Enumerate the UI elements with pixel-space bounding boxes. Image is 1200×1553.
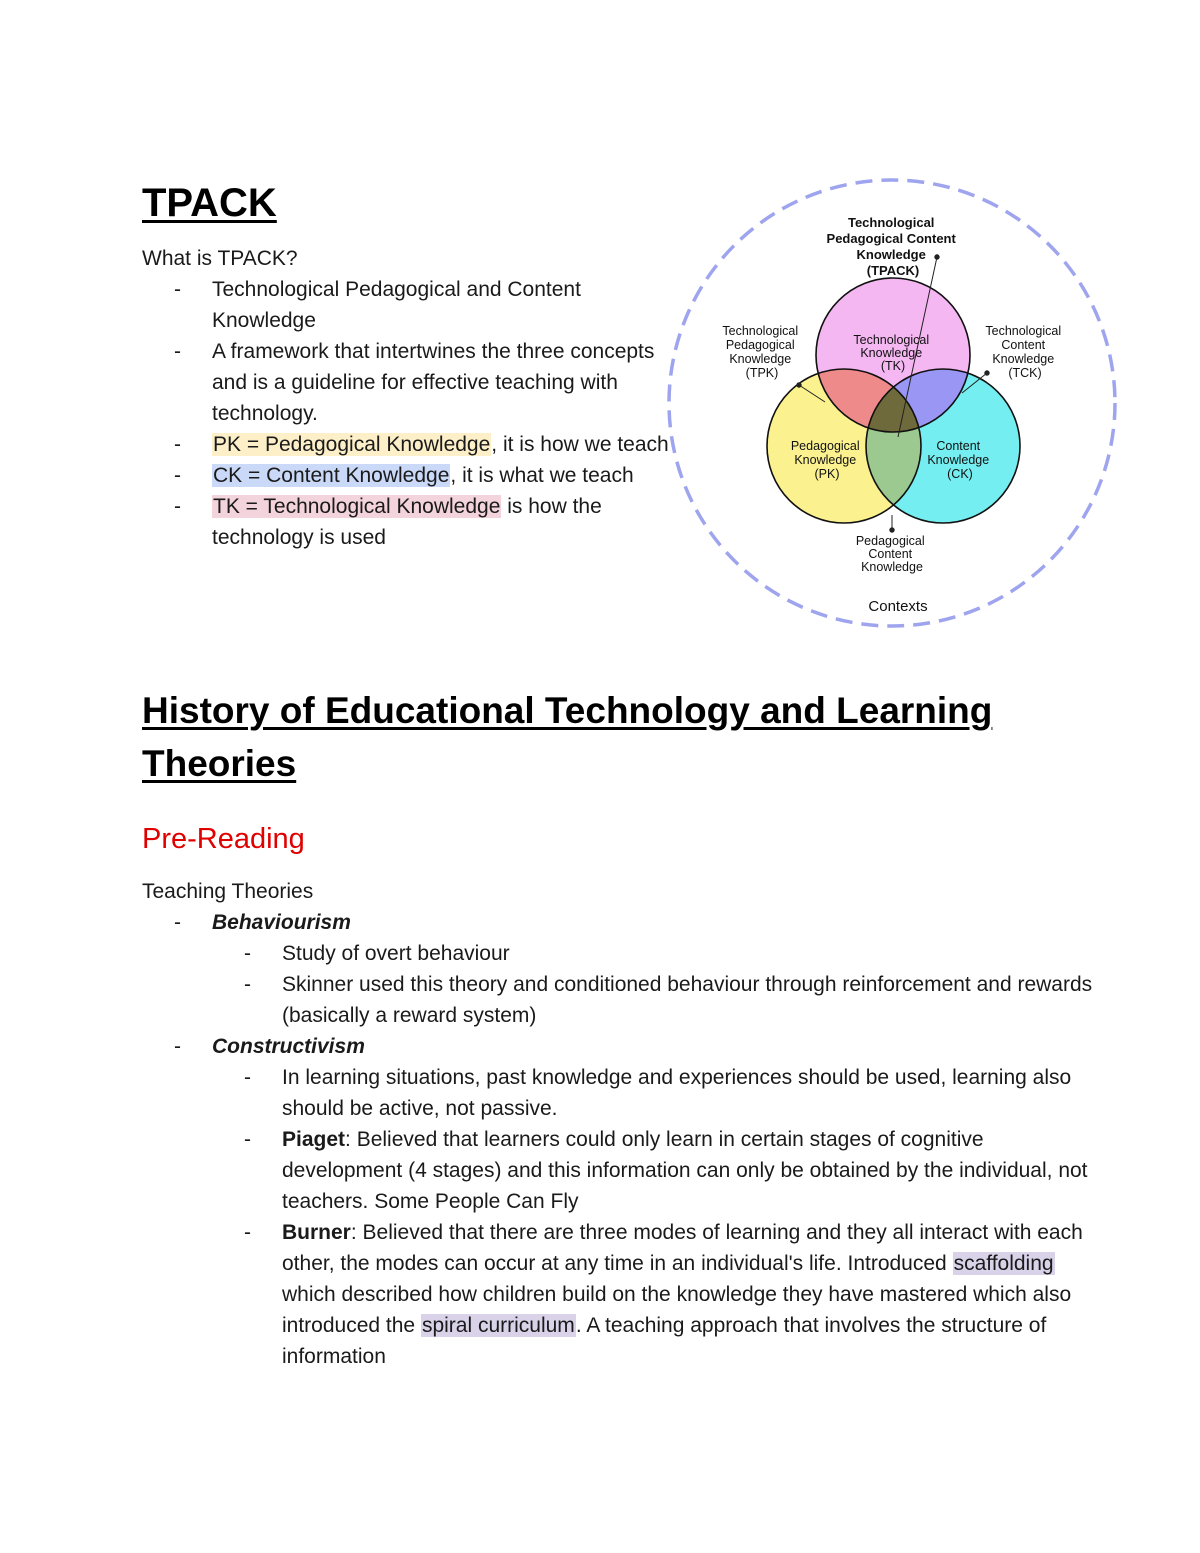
ck-label: Content Knowledge (CK) [927, 439, 990, 481]
sub-item-text: Study of overt behaviour [282, 942, 510, 965]
sub-item-text: Skinner used this theory and conditioned behaviour through reinforcement and rewards (basically a reward system) [282, 973, 1093, 1027]
tpack-definition-list [142, 274, 672, 553]
tk-highlight: TK = Technological Knowledge [213, 495, 501, 518]
tpack-heading: TPACK [142, 181, 277, 225]
behaviourism-sublist [212, 938, 1102, 1031]
pk-rest: , it is how we teach [491, 433, 669, 456]
list-item: - CK = Content Knowledge, it is what we teach [174, 464, 634, 487]
list-item: - Study of overt behaviour [244, 942, 510, 965]
constructivism-label: Constructivism [212, 1035, 365, 1058]
piaget-text: : Believed that learners could only learn in certain stages of cognitive development (4 stages) and this information can only be obtained by the individual, not teachers. Some People Can Fly [282, 1128, 1088, 1213]
tck-label: Technological Content Knowledge (TCK) [985, 324, 1062, 380]
constructivism-sublist [212, 1062, 1102, 1372]
burner-text-1: : Believed that there are three modes of learning and they all interact with each other, the modes can occur at any time in an individual's life. Introduced [282, 1221, 1083, 1275]
burner-name: Burner [282, 1221, 351, 1244]
tpack-question: What is TPACK? [142, 247, 298, 270]
list-item: - Skinner used this theory and conditioned behaviour through reinforcement and rewards (basically a reward system) [244, 973, 1093, 1027]
sub-item-text: In learning situations, past knowledge and experiences should be used, learning also should be active, not passive. [282, 1066, 1072, 1120]
tpack-item-text: Technological Pedagogical and Content Knowledge [212, 278, 581, 332]
burner-text-2: which described how children build on the knowledge they have mastered which also introduced the [282, 1283, 1072, 1337]
piaget-name: Piaget [282, 1128, 346, 1151]
pk-highlight: PK = Pedagogical Knowledge [213, 433, 491, 456]
list-item: - Burner: Believed that there are three modes of learning and they all interact with each other, the modes can occur at any time in an individual's life. Introduced scaffolding which described how children build on the knowledge they have mastered which also introduced the spiral curriculum. A teaching approach that involves the structure of information [244, 1221, 1083, 1368]
tk-label: Technological Knowledge (TK) [853, 333, 930, 373]
ck-rest: , it is what we teach [450, 464, 634, 487]
history-heading: History of Educational Technology and Learning Theories [142, 690, 993, 784]
list-item: - TK = Technological Knowledge is how the technology is used [174, 495, 602, 549]
list-item: - A framework that intertwines the three concepts and is a guideline for effective teaching with technology. [174, 340, 655, 425]
tk-rest: is how the technology is used [212, 495, 602, 549]
list-item: - Constructivism - In learning situations, past knowledge and experiences should be used, learning also should be active, not passive. - Piaget: Believed that learners could only learn in certain stages of cognitive development (4 stages) and this information can only be obtained by the individual, not teachers. Some People Can Fly - Burner: Believed that there are three modes of learning and they all interact with each other, the modes can occur at any time in an individual's life. Introduced scaffolding which described how children build on the knowledge they have mastered which also introduced the spiral curriculum. A teaching approach that involves the structure of information [142, 1031, 1102, 1372]
list-item: - Piaget: Believed that learners could only learn in certain stages of cognitive development (4 stages) and this information can only be obtained by the individual, not teachers. Some People Can Fly [244, 1128, 1088, 1213]
behaviourism-label: Behaviourism [212, 911, 351, 934]
pck-label: Pedagogical Content Knowledge [855, 534, 925, 574]
list-item: - PK = Pedagogical Knowledge, it is how we teach [174, 433, 669, 456]
tpack-label: Technological Pedagogical Content Knowledge (TPACK) [826, 215, 956, 278]
pk-label: Pedagogical Knowledge (PK) [790, 439, 860, 481]
spiral-curriculum-highlight: spiral curriculum [421, 1314, 575, 1337]
contexts-label: Contexts [868, 598, 928, 615]
theory-list [142, 907, 1102, 1372]
pre-reading-heading: Pre-Reading [142, 823, 305, 855]
tpk-label: Technological Pedagogical Knowledge (TPK) [722, 324, 799, 380]
burner-text-3: . A teaching approach that involves the structure of information [282, 1314, 1047, 1368]
scaffolding-highlight: scaffolding [953, 1252, 1054, 1275]
list-item: - In learning situations, past knowledge and experiences should be used, learning also should be active, not passive. [244, 1066, 1072, 1120]
tpack-venn-diagram [662, 175, 1122, 630]
list-item: - Behaviourism - Study of overt behaviour - Skinner used this theory and conditioned behaviour through reinforcement and rewards (basically a reward system) [142, 907, 1102, 1031]
ck-highlight: CK = Content Knowledge [213, 464, 450, 487]
tpack-item-text: A framework that intertwines the three concepts and is a guideline for effective teaching with technology. [212, 340, 655, 425]
list-item: - Technological Pedagogical and Content Knowledge [174, 278, 581, 332]
teaching-theories-label: Teaching Theories [142, 880, 314, 903]
